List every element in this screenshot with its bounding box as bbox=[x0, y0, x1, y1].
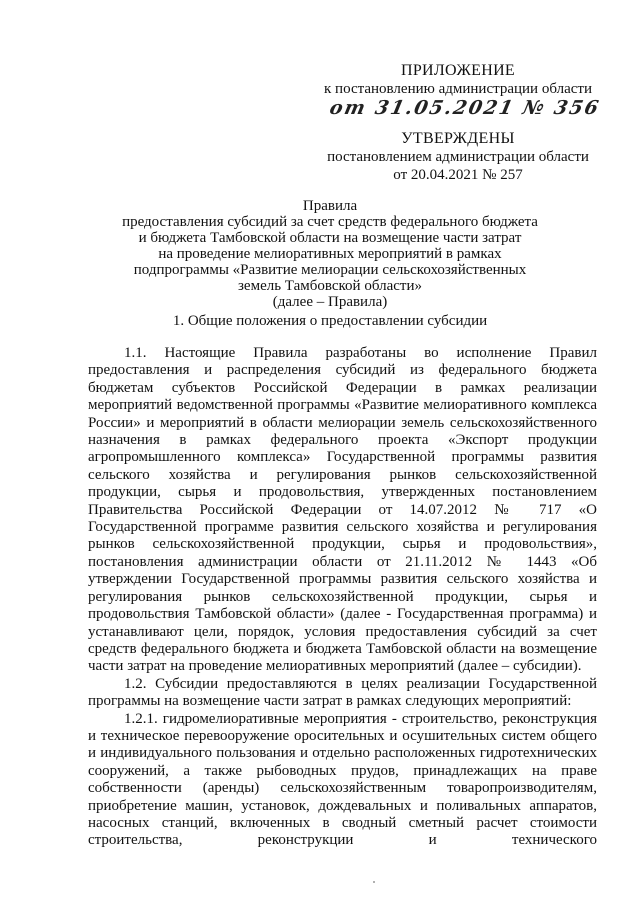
section-body bbox=[88, 345, 597, 850]
approved-line-1: постановлением администрации области bbox=[327, 149, 589, 165]
rules-title-line: и бюджета Тамбовской области на возмещение части затрат bbox=[138, 230, 522, 246]
rules-title-line: земель Тамбовской области» bbox=[238, 278, 422, 294]
approved-line-2: от 20.04.2021 № 257 bbox=[393, 167, 523, 183]
paragraph-1-2: 1.2. Субсидии предоставляются в целях реализации Государственной программы на возмещение части затрат в рамках следующих мероприятий: bbox=[88, 675, 597, 710]
rules-title-line: (далее – Правила) bbox=[272, 294, 388, 310]
appendix-title: ПРИЛОЖЕНИЕ bbox=[400, 62, 515, 79]
paragraph-1-2-1: 1.2.1. гидромелиоративные мероприятия - строительство, реконструкция и техническое перевооружение оросительных и осушительных систем общего и индивидуального пользования и отдельно расположенных гидротехнических сооружений, а также рыбоводных прудов, принадлежащих на праве собственности (аренды) сельскохозяйственным товаропроизводителям, приобретение машин, установок, дождевальных и поливальных аппаратов, насосных станций, включенных в сводный сметный расчет стоимости строительства, реконструкции и технического bbox=[88, 710, 597, 849]
approved-block bbox=[318, 130, 598, 184]
approved-title: УТВЕРЖДЕНЫ bbox=[401, 130, 515, 147]
rules-title-block bbox=[80, 198, 580, 310]
rules-title-line: подпрограммы «Развитие мелиорации сельскохозяйственных bbox=[133, 262, 527, 278]
paragraph-1-1: 1.1. Настоящие Правила разработаны во исполнение Правил предоставления и распределения субсидий из федерального бюджета бюджетам субъектов Российской Федерации в рамках реализации мероприятий ведомственной программы «Развитие мелиоративного комплекса России» и мероприятий в области мелиорации земель сельскохозяйственного назначения в рамках федерального проекта «Экспорт продукции агропромышленного комплекса» Государственной программы развития сельского хозяйства и регулирования рынков сельскохозяйственной продукции, сырья и продовольствия, утвержденных постановлением Правительства Российской Федерации от 14.07.2012 № 717 «О Государственной программе развития сельского хозяйства и регулирования рынков сельскохозяйственной продукции, сырья и продовольствия», постановления администрации области от 21.11.2012 № 1443 «Об утверждении Государственной программы развития сельского хозяйства и регулирования рынков сельскохозяйственной продукции, сырья и продовольствия Тамбовской области» (далее - Государственная программа) и устанавливают цели, порядок, условия предоставления субсидий за счет средств федерального бюджета и бюджета Тамбовской области на возмещение части затрат на проведение мелиоративных мероприятий (далее – субсидии). bbox=[88, 345, 597, 675]
handwritten-date-number: от 31.05.2021 № 356 bbox=[327, 97, 603, 119]
appendix-block bbox=[318, 62, 598, 98]
appendix-subtitle: к постановлению администрации области bbox=[324, 81, 592, 97]
rules-title: Правила bbox=[302, 198, 358, 214]
section-heading: 1. Общие положения о предоставлении субсидии bbox=[172, 313, 488, 329]
rules-title-line: предоставления субсидий за счет средств федерального бюджета bbox=[122, 214, 538, 230]
scan-speck bbox=[373, 881, 375, 883]
rules-title-line: на проведение мелиоративных мероприятий в рамках bbox=[158, 246, 502, 262]
